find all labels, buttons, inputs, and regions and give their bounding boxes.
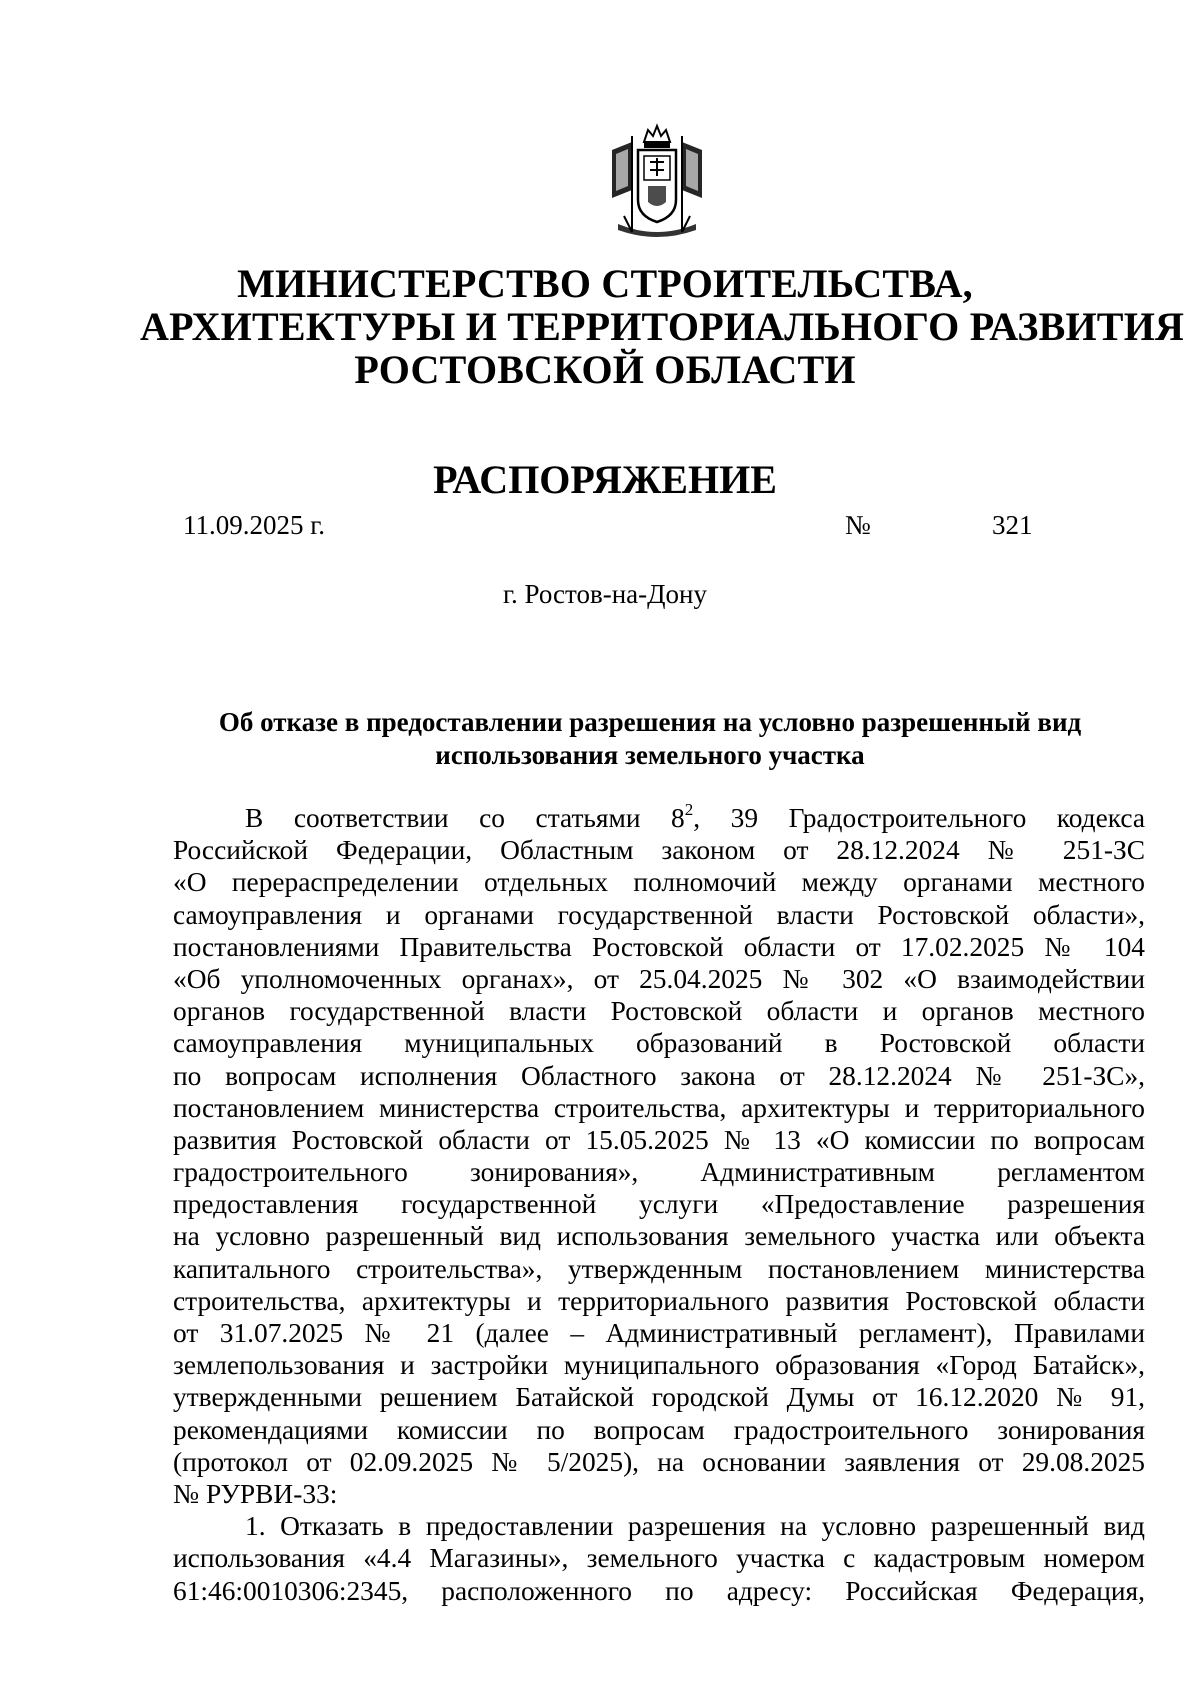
article-superscript: 2 — [684, 799, 694, 819]
preamble-line: органов государственной власти Ростовской области и органов местного — [173, 996, 1145, 1027]
preamble-line: постановлением министерства строительства, архитектуры и территориального — [173, 1092, 1145, 1123]
document-body — [173, 799, 1145, 1607]
preamble-line: утвержденными решением Батайской городской Думы от 16.12.2020 № 91, — [173, 1382, 1145, 1413]
preamble-first-line — [173, 799, 1145, 834]
document-date: 11.09.2025 г. — [183, 510, 326, 540]
preamble-line: землепользования и застройки муниципального образования «Город Батайск», — [173, 1350, 1145, 1381]
item-1-line: использования «4.4 Магазины», земельного участка с кадастровым номером — [173, 1543, 1145, 1574]
preamble-line: Российской Федерации, Областным законом от 28.12.2024 № 251-ЗС — [173, 835, 1145, 866]
preamble-line: развития Ростовской области от 15.05.2025 № 13 «О комиссии по вопросам — [173, 1124, 1145, 1155]
title-line: Об отказе в предоставлении разрешения на условно разрешенный вид — [218, 707, 1082, 737]
document-number: 321 — [992, 510, 1033, 540]
document-title — [190, 706, 1110, 772]
preamble-line: строительства, архитектуры и территориального развития Ростовской области — [173, 1285, 1145, 1316]
preamble-first-line-end: , 39 Градостроительного кодекса — [693, 803, 1145, 833]
ministry-name-line: РОСТОВСКОЙ ОБЛАСТИ — [354, 347, 856, 392]
title-line: использования земельного участка — [435, 740, 865, 770]
document-city: г. Ростов-на-Дону — [502, 579, 707, 609]
ministry-name — [140, 261, 1185, 392]
preamble-line: на условно разрешенный вид использования земельного участка или объекта — [173, 1221, 1145, 1252]
preamble-line: рекомендациями комиссии по вопросам градостроительного зонирования — [173, 1414, 1145, 1445]
preamble-line: (протокол от 02.09.2025 № 5/2025), на основании заявления от 29.08.2025 — [173, 1446, 1145, 1477]
preamble-line: самоуправления и органами государственной власти Ростовской области», — [173, 899, 1145, 930]
preamble-line: градостроительного зонирования», Административным регламентом — [173, 1157, 1145, 1188]
preamble-line: по вопросам исполнения Областного закона от 28.12.2024 № 251-ЗС», — [173, 1060, 1145, 1091]
ministry-name-line: МИНИСТЕРСТВО СТРОИТЕЛЬСТВА, — [237, 261, 973, 306]
preamble-line: предоставления государственной услуги «Предоставление разрешения — [173, 1189, 1145, 1220]
coat-of-arms-icon — [602, 120, 712, 244]
preamble-first-line-start: В соответствии со статьями 8 — [245, 803, 685, 833]
preamble-line: от 31.07.2025 № 21 (далее – Административный регламент), Правилами — [173, 1318, 1145, 1348]
number-sign: № — [845, 510, 871, 540]
preamble-line: капитального строительства», утвержденным постановлением министерства — [173, 1253, 1145, 1284]
preamble-line: постановлениями Правительства Ростовской области от 17.02.2025 № 104 — [173, 931, 1145, 962]
document-type: РАСПОРЯЖЕНИЕ — [433, 457, 777, 502]
preamble-line: № РУРВИ-33: — [173, 1478, 338, 1509]
preamble-line: «Об уполномоченных органах», от 25.04.2025 № 302 «О взаимодействии — [173, 963, 1145, 994]
preamble-line: «О перераспределении отдельных полномочий между органами местного — [173, 867, 1145, 898]
ministry-name-line: АРХИТЕКТУРЫ И ТЕРРИТОРИАЛЬНОГО РАЗВИТИЯ — [140, 304, 1185, 349]
preamble-line: самоуправления муниципальных образований в Ростовской области — [173, 1028, 1145, 1059]
item-1-line: 61:46:0010306:2345, расположенного по адресу: Российская Федерация, — [173, 1575, 1145, 1606]
item-1-line: 1. Отказать в предоставлении разрешения на условно разрешенный вид — [245, 1511, 1145, 1542]
